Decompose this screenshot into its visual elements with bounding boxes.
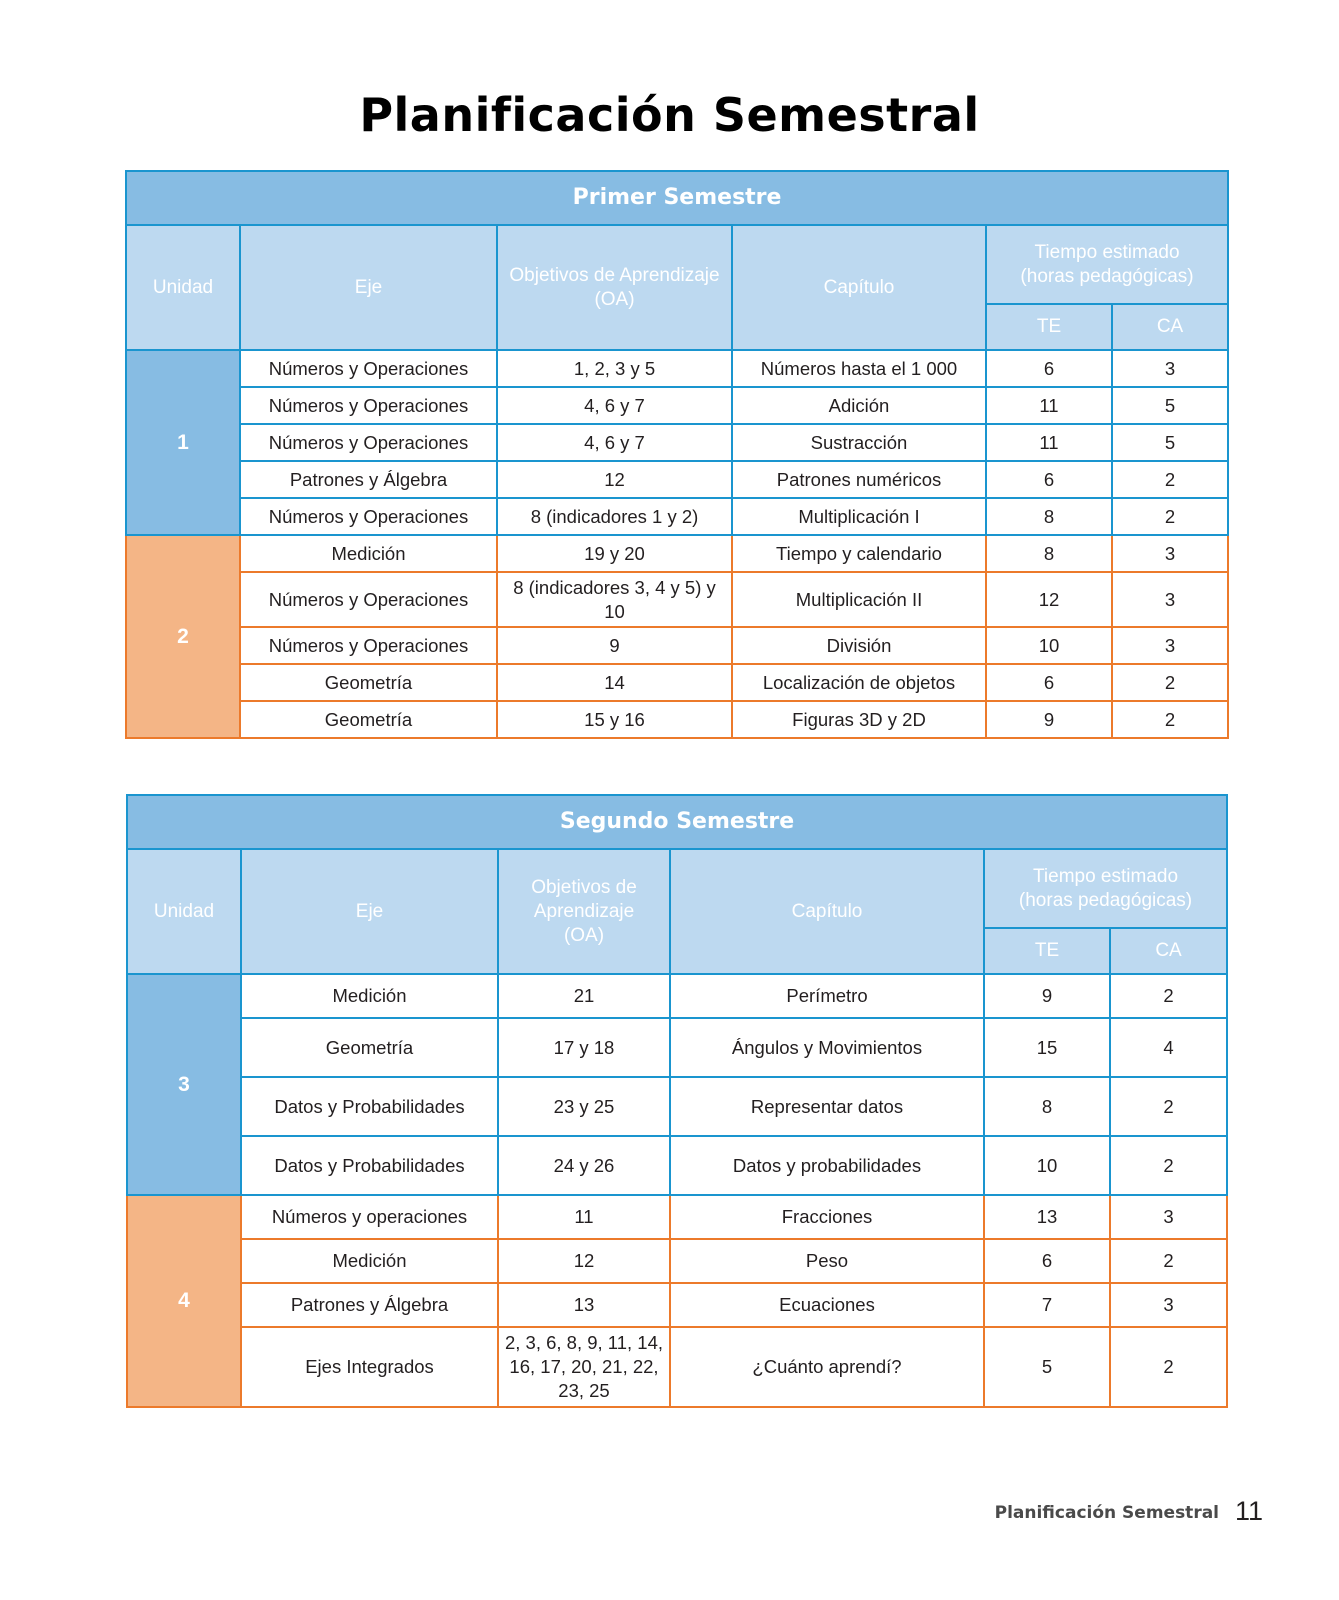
cell-eje: Medición: [241, 1239, 498, 1283]
header-ca: CA: [1110, 928, 1227, 974]
cell-te: 13: [984, 1195, 1110, 1239]
header-oa-line1: Objetivos de: [531, 876, 637, 898]
cell-capitulo: Perímetro: [670, 974, 984, 1018]
cell-ca: 2: [1112, 664, 1228, 701]
cell-eje: Geometría: [240, 701, 497, 738]
cell-te: 6: [986, 664, 1112, 701]
header-tiempo-line2: (horas pedagógicas): [1018, 889, 1193, 911]
unit-number: 4: [127, 1195, 241, 1407]
second-semester-table: [126, 794, 1228, 1408]
header-tiempo-line1: Tiempo estimado: [1033, 865, 1179, 887]
header-oa-line3: (OA): [563, 924, 605, 946]
cell-eje: Medición: [241, 974, 498, 1018]
cell-ca: 5: [1112, 387, 1228, 424]
cell-te: 6: [986, 461, 1112, 498]
cell-capitulo: Localización de objetos: [732, 664, 986, 701]
cell-ca: 2: [1110, 1239, 1227, 1283]
cell-oa: 2, 3, 6, 8, 9, 11, 14, 16, 17, 20, 21, 22, 23, 25: [498, 1327, 670, 1407]
cell-oa: 24 y 26: [498, 1136, 670, 1195]
cell-capitulo: Ángulos y Movimientos: [670, 1018, 984, 1077]
cell-capitulo: Datos y probabilidades: [670, 1136, 984, 1195]
cell-te: 9: [986, 701, 1112, 738]
header-te: TE: [986, 304, 1112, 350]
cell-ca: 3: [1112, 627, 1228, 664]
cell-ca: 3: [1112, 350, 1228, 387]
cell-oa: 4, 6 y 7: [497, 387, 732, 424]
header-eje: Eje: [241, 849, 498, 974]
cell-oa: 9: [497, 627, 732, 664]
header-eje: Eje: [240, 225, 497, 350]
header-te: TE: [984, 928, 1110, 974]
cell-ca: 2: [1112, 461, 1228, 498]
cell-eje: Geometría: [240, 664, 497, 701]
cell-te: 10: [986, 627, 1112, 664]
cell-te: 5: [984, 1327, 1110, 1407]
cell-eje: Números y operaciones: [241, 1195, 498, 1239]
header-oa-line2: Aprendizaje: [533, 900, 635, 922]
header-capitulo: Capítulo: [732, 225, 986, 350]
cell-capitulo: Fracciones: [670, 1195, 984, 1239]
cell-capitulo: Peso: [670, 1239, 984, 1283]
cell-eje: Números y Operaciones: [240, 627, 497, 664]
footer-section-label: Planificación Semestral: [994, 1503, 1219, 1523]
cell-te: 6: [984, 1239, 1110, 1283]
header-oa: [498, 849, 670, 974]
unit-number: 2: [126, 535, 240, 738]
cell-te: 15: [984, 1018, 1110, 1077]
header-unidad: Unidad: [127, 849, 241, 974]
first-semester-table: [125, 170, 1229, 739]
header-tiempo-line1: Tiempo estimado: [1034, 241, 1180, 263]
cell-eje: Números y Operaciones: [240, 350, 497, 387]
cell-ca: 2: [1110, 1327, 1227, 1407]
cell-capitulo: Adición: [732, 387, 986, 424]
page-title: Planificación Semestral: [359, 88, 980, 142]
cell-capitulo: Figuras 3D y 2D: [732, 701, 986, 738]
cell-ca: 2: [1112, 701, 1228, 738]
cell-ca: 2: [1110, 1136, 1227, 1195]
cell-oa: 15 y 16: [497, 701, 732, 738]
cell-oa: 23 y 25: [498, 1077, 670, 1136]
header-capitulo: Capítulo: [670, 849, 984, 974]
cell-capitulo: Multiplicación I: [732, 498, 986, 535]
cell-oa: 12: [498, 1239, 670, 1283]
cell-oa: 4, 6 y 7: [497, 424, 732, 461]
cell-eje: Patrones y Álgebra: [240, 461, 497, 498]
cell-capitulo: Representar datos: [670, 1077, 984, 1136]
cell-eje: Datos y Probabilidades: [241, 1077, 498, 1136]
cell-ca: 3: [1110, 1195, 1227, 1239]
cell-eje: Datos y Probabilidades: [241, 1136, 498, 1195]
header-tiempo: [986, 225, 1228, 304]
cell-oa: 11: [498, 1195, 670, 1239]
cell-oa: 17 y 18: [498, 1018, 670, 1077]
cell-oa: 1, 2, 3 y 5: [497, 350, 732, 387]
cell-oa: 8 (indicadores 3, 4 y 5) y 10: [497, 572, 732, 627]
cell-ca: 3: [1110, 1283, 1227, 1327]
unit-number: 1: [126, 350, 240, 535]
cell-ca: 2: [1110, 974, 1227, 1018]
header-oa: Objetivos de Aprendizaje (OA): [497, 225, 732, 350]
cell-te: 11: [986, 424, 1112, 461]
header-ca: CA: [1112, 304, 1228, 350]
cell-eje: Patrones y Álgebra: [241, 1283, 498, 1327]
cell-capitulo: Números hasta el 1 000: [732, 350, 986, 387]
cell-capitulo: Patrones numéricos: [732, 461, 986, 498]
cell-eje: Medición: [240, 535, 497, 572]
header-tiempo: [984, 849, 1227, 928]
cell-te: 8: [984, 1077, 1110, 1136]
cell-te: 9: [984, 974, 1110, 1018]
header-tiempo-line2: (horas pedagógicas): [1020, 265, 1194, 287]
cell-te: 11: [986, 387, 1112, 424]
cell-ca: 2: [1112, 498, 1228, 535]
cell-te: 7: [984, 1283, 1110, 1327]
cell-ca: 5: [1112, 424, 1228, 461]
header-unidad: Unidad: [126, 225, 240, 350]
cell-oa: 14: [497, 664, 732, 701]
cell-ca: 2: [1110, 1077, 1227, 1136]
cell-oa: 19 y 20: [497, 535, 732, 572]
cell-te: 8: [986, 498, 1112, 535]
cell-capitulo: Ecuaciones: [670, 1283, 984, 1327]
unit-number: 3: [127, 974, 241, 1195]
cell-te: 10: [984, 1136, 1110, 1195]
cell-oa: 13: [498, 1283, 670, 1327]
cell-capitulo: Tiempo y calendario: [732, 535, 986, 572]
cell-oa: 21: [498, 974, 670, 1018]
cell-te: 8: [986, 535, 1112, 572]
semester-title: Segundo Semestre: [127, 795, 1227, 849]
cell-eje: Números y Operaciones: [240, 498, 497, 535]
cell-capitulo: Multiplicación II: [732, 572, 986, 627]
cell-eje: Números y Operaciones: [240, 387, 497, 424]
cell-eje: Ejes Integrados: [241, 1327, 498, 1407]
cell-eje: Números y Operaciones: [240, 572, 497, 627]
cell-oa: 8 (indicadores 1 y 2): [497, 498, 732, 535]
cell-eje: Números y Operaciones: [240, 424, 497, 461]
cell-te: 12: [986, 572, 1112, 627]
semester-title: Primer Semestre: [126, 171, 1228, 225]
cell-eje: Geometría: [241, 1018, 498, 1077]
cell-ca: 3: [1112, 572, 1228, 627]
cell-oa: 12: [497, 461, 732, 498]
page-number: 11: [1234, 1496, 1263, 1526]
cell-capitulo: División: [732, 627, 986, 664]
cell-te: 6: [986, 350, 1112, 387]
cell-capitulo: ¿Cuánto aprendí?: [670, 1327, 984, 1407]
cell-ca: 3: [1112, 535, 1228, 572]
cell-capitulo: Sustracción: [732, 424, 986, 461]
cell-ca: 4: [1110, 1018, 1227, 1077]
